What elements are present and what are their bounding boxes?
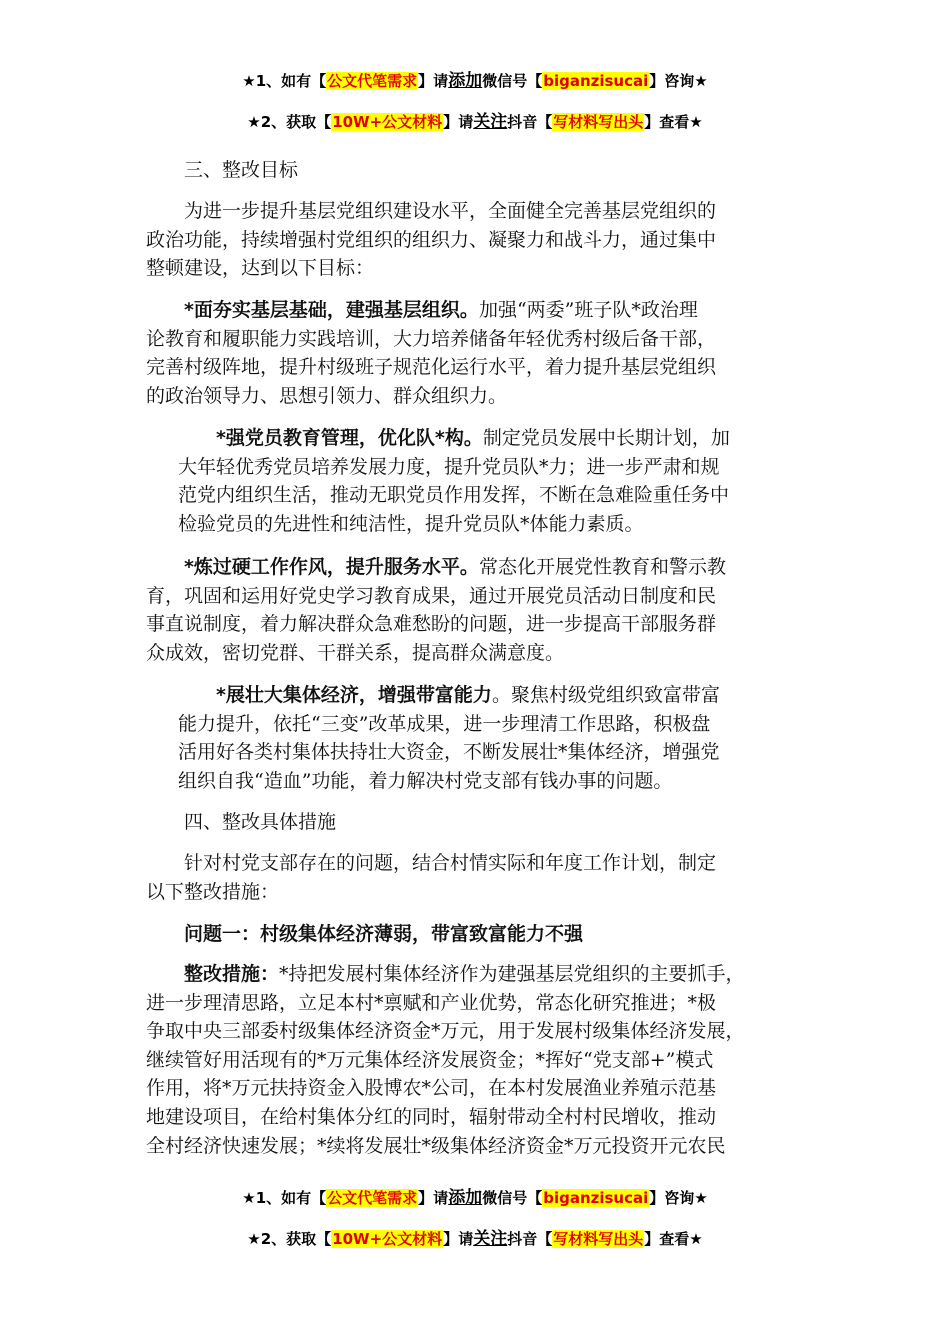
- banner-text: ★2、获取【: [247, 113, 332, 131]
- text-line: 育，巩固和运用好党史学习教育成果，通过开展党员活动日制度和民: [146, 584, 717, 607]
- banner-text: 】查看★: [644, 1230, 703, 1248]
- banner-text: 抖音【: [507, 1230, 553, 1248]
- banner-douyin-id: 写材料写出头: [553, 1230, 644, 1248]
- measure-label: 整改措施：: [184, 963, 280, 985]
- goal-item-title: *面夯实基层基础，建强基层组织。: [184, 299, 479, 321]
- text-line: 组织自我“造血”功能，着力解决村党支部有钱办事的问题。: [178, 769, 673, 792]
- text-line: 众成效，密切党群、干群关系，提高群众满意度。: [146, 641, 565, 664]
- banner-text: 】请: [443, 1230, 474, 1248]
- text-line: 范党内组织生活，推动无职党员作用发挥，不断在急难险重任务中: [178, 484, 730, 507]
- banner-wechat-id: biganzisucai: [543, 72, 649, 90]
- text-line: 能力提升，依托“三变”改革成果，进一步理清工作思路，积极盘: [178, 712, 711, 735]
- measures-intro: [146, 849, 716, 906]
- section-heading-goals: 三、整改目标: [184, 159, 299, 181]
- problem-1-heading: 问题一：村级集体经济薄弱，带富致富能力不强: [184, 923, 584, 945]
- text-line: 检验党员的先进性和纯洁性，提升党员队*体能力素质。: [178, 512, 644, 535]
- goal-item-title: *展壮大集体经济，增强带富能力: [216, 684, 492, 706]
- text-line: 继续管好用活现有的*万元集体经济发展资金；*挥好“党支部+”模式: [146, 1048, 714, 1071]
- promo-banner-bottom-1: [0, 1187, 950, 1209]
- text-line: 完善村级阵地，提升村级班子规范化运行水平，着力提升基层党组织: [146, 356, 717, 379]
- banner-highlight: 公文代笔需求: [327, 1189, 418, 1207]
- goal-item-2: [178, 424, 730, 538]
- banner-douyin-id: 写材料写出头: [553, 113, 644, 131]
- banner-underlined: 添加: [448, 1188, 483, 1208]
- promo-banner-top-1: [0, 70, 950, 92]
- text-line: 。聚焦村级党组织致富带富: [491, 684, 720, 706]
- text-line: 政治功能，持续增强村党组织的组织力、凝聚力和战斗力，通过集中: [146, 228, 717, 251]
- text-line: 常态化开展党性教育和警示教: [478, 556, 726, 578]
- banner-text: 微信号【: [482, 72, 543, 90]
- banner-text: 】请: [418, 1189, 449, 1207]
- goal-item-3: [146, 553, 726, 667]
- banner-text: ★1、如有【: [242, 72, 327, 90]
- banner-underlined: 关注: [473, 1229, 508, 1249]
- promo-banner-top-2: [0, 111, 950, 133]
- banner-underlined: 关注: [473, 112, 508, 132]
- text-line: 针对村党支部存在的问题，结合村情实际和年度工作计划，制定: [184, 852, 717, 874]
- banner-text: 抖音【: [507, 113, 553, 131]
- text-line: 整顿建设，达到以下目标：: [146, 257, 375, 280]
- problem-1-measures: [146, 960, 745, 1160]
- text-line: 大年轻优秀党员培养发展力度，提升党员队*力；进一步严肃和规: [178, 455, 720, 478]
- banner-text: ★1、如有【: [242, 1189, 327, 1207]
- text-line: 加强“两委”班子队*政治理: [478, 299, 698, 321]
- text-line: 作用，将*万元扶持资金入股博农*公司，在本村发展渔业养殖示范基: [146, 1077, 717, 1100]
- banner-underlined: 添加: [448, 71, 483, 91]
- banner-text: 】请: [418, 72, 449, 90]
- banner-highlight: 10W+公文材料: [332, 1230, 443, 1248]
- text-line: 争取中央三部委村级集体经济资金*万元，用于发展村级集体经济发展，: [146, 1020, 745, 1043]
- banner-highlight: 10W+公文材料: [332, 113, 443, 131]
- goal-item-title: *强党员教育管理，优化队*构。: [216, 427, 483, 449]
- text-line: 地建设项目，在给村集体分红的同时，辐射带动全村村民增收，推动: [146, 1105, 717, 1128]
- text-line: *持把发展村集体经济作为建强基层党组织的主要抓手，: [279, 963, 745, 985]
- banner-text: 】咨询★: [649, 1189, 708, 1207]
- banner-text: 】咨询★: [649, 72, 708, 90]
- section-heading-measures: 四、整改具体措施: [184, 811, 337, 833]
- text-line: 的政治领导力、思想引领力、群众组织力。: [146, 384, 508, 407]
- banner-text: 】请: [443, 113, 474, 131]
- text-line: 论教育和履职能力实践培训，大力培养储备年轻优秀村级后备干部，: [146, 327, 717, 350]
- promo-banner-bottom-2: [0, 1228, 950, 1250]
- goal-item-1: [146, 296, 716, 410]
- text-line: 全村经济快速发展；*续将发展壮*级集体经济资金*万元投资开元农民: [146, 1134, 726, 1157]
- banner-text: 微信号【: [482, 1189, 543, 1207]
- text-line: 为进一步提升基层党组织建设水平，全面健全完善基层党组织的: [184, 200, 717, 222]
- text-line: 事直说制度，着力解决群众急难愁盼的问题，进一步提高干部服务群: [146, 613, 717, 636]
- text-line: 活用好各类村集体扶持壮大资金，不断发展壮*集体经济，增强党: [178, 741, 720, 764]
- banner-highlight: 公文代笔需求: [327, 72, 418, 90]
- goal-item-title: *炼过硬工作作风，提升服务水平。: [184, 556, 479, 578]
- goals-intro: [146, 197, 716, 283]
- banner-wechat-id: biganzisucai: [543, 1189, 649, 1207]
- banner-text: 】查看★: [644, 113, 703, 131]
- text-line: 以下整改措施：: [146, 880, 280, 903]
- text-line: 进一步理清思路，立足本村*禀赋和产业优势，常态化研究推进；*极: [146, 991, 717, 1014]
- banner-text: ★2、获取【: [247, 1230, 332, 1248]
- goal-item-4: [178, 681, 720, 795]
- text-line: 制定党员发展中长期计划，加: [482, 427, 730, 449]
